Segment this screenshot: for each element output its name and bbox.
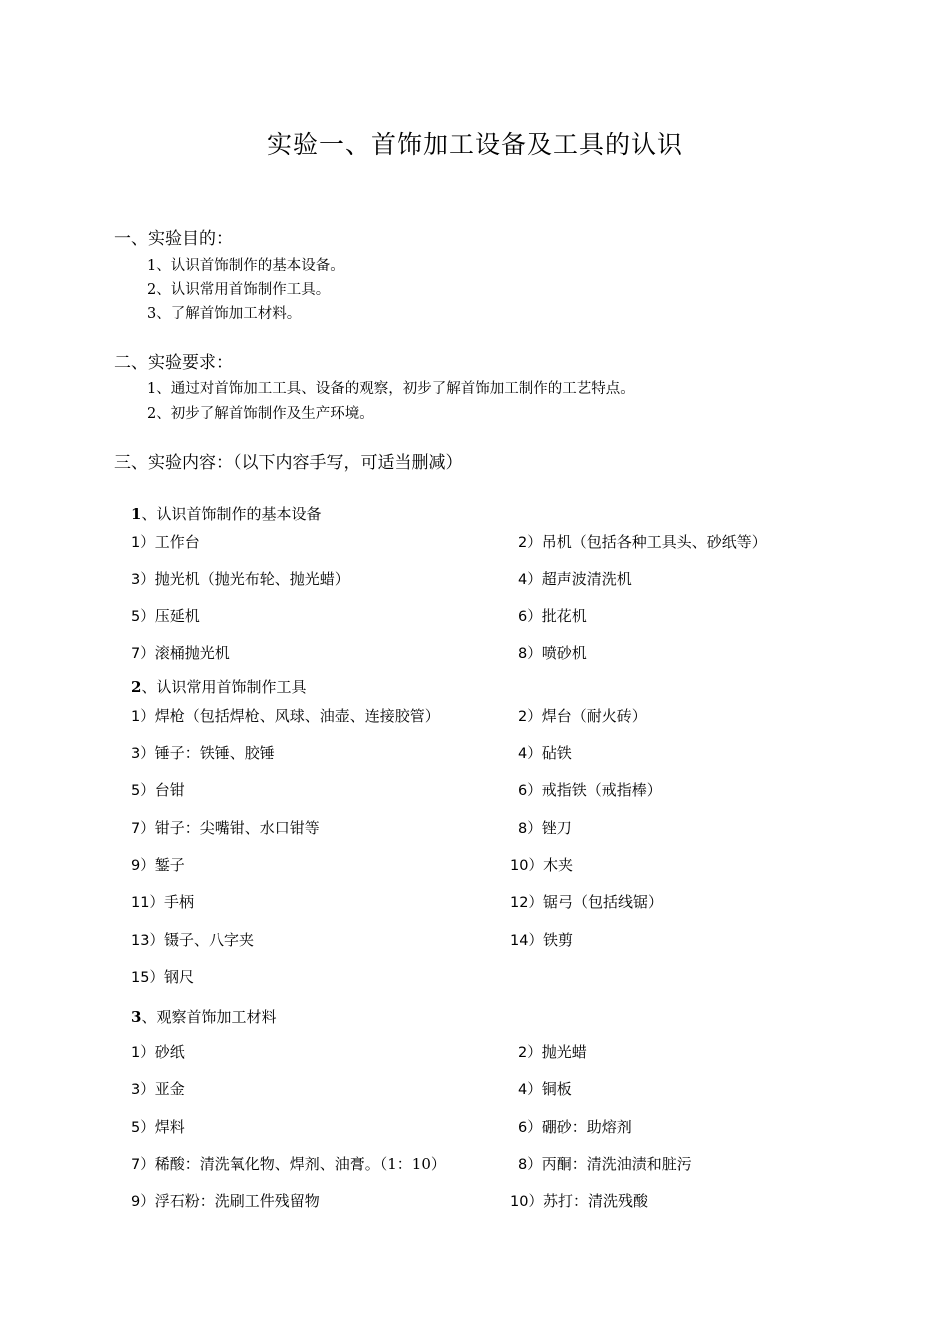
item-text: 錾子 — [154, 856, 185, 874]
group-number: 2 — [131, 678, 142, 696]
item-text: 台钳 — [154, 781, 185, 799]
list-item — [131, 643, 230, 664]
group-number: 1 — [131, 505, 142, 523]
list-item — [131, 967, 194, 988]
list-item — [518, 818, 572, 839]
purpose-item: 1、认识首饰制作的基本设备。 — [147, 258, 345, 274]
list-item — [131, 780, 185, 801]
item-number: 2） — [518, 709, 542, 725]
list-item — [510, 1191, 648, 1212]
item-number: 15） — [131, 970, 164, 986]
item-number: 3） — [131, 572, 155, 588]
item-text: 稀酸：清洗氧化物、焊剂、油膏。（1：10） — [154, 1155, 446, 1173]
purpose-item: 2、认识常用首饰制作工具。 — [147, 282, 331, 298]
item-number: 6） — [518, 783, 542, 799]
item-text: 砧铁 — [541, 744, 572, 762]
item-text: 亚金 — [154, 1080, 185, 1098]
item-number: 3） — [131, 746, 155, 762]
item-text: 浮石粉：洗刷工件残留物 — [154, 1192, 320, 1210]
item-number: 7） — [131, 1157, 155, 1173]
list-item — [510, 930, 573, 951]
item-text: 铜板 — [541, 1080, 572, 1098]
group-title: 、观察首饰加工材料 — [141, 1008, 277, 1026]
group-heading-equipment — [131, 504, 321, 524]
list-item — [131, 1079, 185, 1100]
item-text: 工作台 — [154, 533, 200, 551]
list-item — [518, 532, 767, 553]
item-number: 7） — [131, 821, 155, 837]
item-number: 5） — [131, 1120, 155, 1136]
item-text: 锯弓（包括线锯） — [542, 893, 663, 911]
group-number: 3 — [131, 1008, 142, 1026]
item-number: 5） — [131, 609, 155, 625]
item-text: 苏打：清洗残酸 — [542, 1192, 648, 1210]
section-heading-content: 三、实验内容：（以下内容手写，可适当删减） — [114, 453, 463, 473]
list-item — [131, 1117, 185, 1138]
item-text: 批花机 — [541, 607, 587, 625]
item-number: 10） — [510, 858, 543, 874]
list-item — [131, 930, 254, 951]
item-number: 11） — [131, 895, 164, 911]
item-text: 吊机（包括各种工具头、砂纸等） — [541, 533, 767, 551]
requirement-item: 2、初步了解首饰制作及生产环境。 — [147, 406, 374, 422]
list-item — [131, 706, 440, 727]
item-number: 13） — [131, 933, 164, 949]
list-item — [131, 1042, 185, 1063]
list-item — [518, 606, 587, 627]
list-item — [131, 743, 275, 764]
list-item — [518, 706, 647, 727]
item-text: 钳子：尖嘴钳、水口钳等 — [154, 819, 320, 837]
item-text: 抛光蜡 — [541, 1043, 587, 1061]
list-item — [510, 855, 573, 876]
item-text: 钢尺 — [163, 968, 194, 986]
group-title: 、认识首饰制作的基本设备 — [141, 505, 322, 523]
list-item — [131, 606, 200, 627]
list-item — [510, 892, 663, 913]
item-number: 8） — [518, 646, 542, 662]
item-text: 焊料 — [154, 1118, 185, 1136]
item-number: 4） — [518, 572, 542, 588]
item-text: 焊枪（包括焊枪、风球、油壶、连接胶管） — [154, 707, 440, 725]
list-item — [131, 818, 320, 839]
list-item — [518, 1079, 572, 1100]
item-text: 镊子、八字夹 — [163, 931, 254, 949]
item-text: 铁剪 — [542, 931, 573, 949]
item-text: 抛光机（抛光布轮、抛光蜡） — [154, 570, 350, 588]
list-item — [518, 1154, 692, 1175]
item-text: 滚桶抛光机 — [154, 644, 230, 662]
item-number: 8） — [518, 821, 542, 837]
section-heading-requirements: 二、实验要求： — [114, 353, 233, 373]
item-text: 木夹 — [542, 856, 573, 874]
item-number: 1） — [131, 709, 155, 725]
item-number: 10） — [510, 1194, 543, 1210]
item-number: 7） — [131, 646, 155, 662]
list-item — [131, 532, 200, 553]
item-number: 12） — [510, 895, 543, 911]
section-heading-purpose: 一、实验目的： — [114, 229, 233, 249]
item-text: 压延机 — [154, 607, 200, 625]
item-number: 6） — [518, 1120, 542, 1136]
item-text: 喷砂机 — [541, 644, 587, 662]
item-number: 6） — [518, 609, 542, 625]
list-item — [131, 855, 185, 876]
item-number: 9） — [131, 858, 155, 874]
item-number: 2） — [518, 1045, 542, 1061]
list-item — [518, 780, 662, 801]
item-text: 焊台（耐火砖） — [541, 707, 647, 725]
item-text: 丙酮：清洗油渍和脏污 — [541, 1155, 692, 1173]
item-text: 锉刀 — [541, 819, 572, 837]
list-item — [131, 1154, 446, 1175]
group-heading-materials — [131, 1007, 276, 1027]
item-text: 砂纸 — [154, 1043, 185, 1061]
item-text: 戒指铁（戒指棒） — [541, 781, 662, 799]
list-item — [131, 892, 194, 913]
item-number: 1） — [131, 535, 155, 551]
item-number: 5） — [131, 783, 155, 799]
list-item — [131, 1191, 320, 1212]
item-number: 14） — [510, 933, 543, 949]
item-text: 手柄 — [163, 893, 194, 911]
item-text: 硼砂：助熔剂 — [541, 1118, 632, 1136]
item-number: 8） — [518, 1157, 542, 1173]
item-number: 9） — [131, 1194, 155, 1210]
item-number: 4） — [518, 1082, 542, 1098]
item-text: 锤子：铁锤、胶锤 — [154, 744, 275, 762]
group-title: 、认识常用首饰制作工具 — [141, 678, 307, 696]
list-item — [518, 743, 572, 764]
purpose-item: 3、了解首饰加工材料。 — [147, 306, 302, 322]
list-item — [518, 643, 587, 664]
page-title: 实验一、首饰加工设备及工具的认识 — [266, 130, 683, 159]
group-heading-tools — [131, 677, 306, 697]
item-text: 超声波清洗机 — [541, 570, 632, 588]
list-item — [131, 569, 350, 590]
list-item — [518, 569, 632, 590]
item-number: 4） — [518, 746, 542, 762]
item-number: 3） — [131, 1082, 155, 1098]
requirement-item: 1、通过对首饰加工工具、设备的观察，初步了解首饰加工制作的工艺特点。 — [147, 381, 635, 397]
list-item — [518, 1042, 587, 1063]
list-item — [518, 1117, 632, 1138]
item-number: 1） — [131, 1045, 155, 1061]
item-number: 2） — [518, 535, 542, 551]
